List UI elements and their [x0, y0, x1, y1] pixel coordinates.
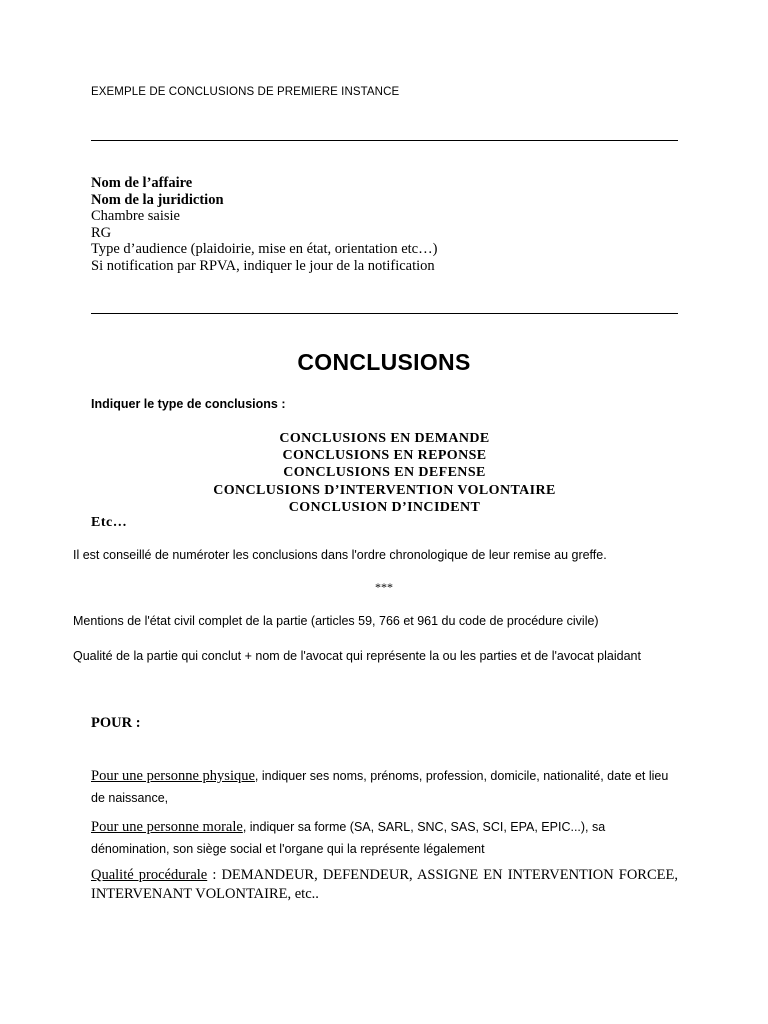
natural-person-lead: Pour une personne physique — [91, 768, 255, 784]
procedural-quality-lead: Qualité procédurale — [91, 867, 208, 883]
rg-number: RG — [91, 224, 112, 241]
hearing-type: Type d’audience (plaidoirie, mise en état, orientation etc…) — [91, 241, 438, 257]
conclusion-type-item: CONCLUSIONS EN REPONSE — [282, 448, 487, 464]
type-label: Indiquer le type de conclusions : — [91, 397, 286, 411]
case-info-block — [91, 175, 437, 274]
procedural-quality-paragraph — [91, 866, 678, 904]
top-divider — [91, 140, 678, 141]
conclusion-type-item: CONCLUSIONS D’INTERVENTION VOLONTAIRE — [213, 482, 556, 498]
legal-person-lead: Pour une personne morale — [91, 819, 243, 835]
conclusion-type-item: CONCLUSION D’INCIDENT — [288, 499, 481, 515]
document-header: EXEMPLE DE CONCLUSIONS DE PREMIERE INSTANCE — [91, 86, 400, 98]
conclusion-types-list — [91, 430, 678, 516]
case-name: Nom de l’affaire — [91, 175, 193, 191]
bottom-divider — [91, 313, 678, 314]
separator-stars: *** — [375, 580, 393, 594]
conclusion-type-item: CONCLUSIONS EN DEFENSE — [283, 465, 486, 481]
court-name: Nom de la juridiction — [91, 191, 224, 208]
pour-heading: POUR : — [91, 715, 141, 731]
chamber: Chambre saisie — [91, 208, 180, 224]
page-title: CONCLUSIONS — [297, 349, 471, 375]
mentions-text: Mentions de l'état civil complet de la partie (articles 59, 766 et 961 du code de procédure civile) — [73, 614, 599, 628]
legal-person-paragraph — [91, 816, 678, 860]
party-quality-text: Qualité de la partie qui conclut + nom de l'avocat qui représente la ou les parties et de l'avocat plaidant — [73, 649, 641, 663]
notification-note: Si notification par RPVA, indiquer le jour de la notification — [91, 257, 435, 274]
conclusion-type-item: CONCLUSIONS EN DEMANDE — [279, 431, 490, 446]
legal-person-text: , indiquer sa forme (SA, SARL, SNC, SAS, SCI, EPA, EPIC...), sa dénomination, son siège social et l'organe qui la représente légalement — [91, 820, 606, 856]
natural-person-text: , indiquer ses noms, prénoms, profession, domicile, nationalité, date et lieu de naissance, — [91, 769, 669, 805]
advice-text: Il est conseillé de numéroter les conclusions dans l'ordre chronologique de leur remise au greffe. — [73, 548, 607, 562]
etc-text: Etc… — [91, 515, 128, 530]
procedural-quality-text: : DEMANDEUR, DEFENDEUR, ASSIGNE EN INTERVENTION FORCEE, INTERVENANT VOLONTAIRE, etc.. — [91, 867, 678, 902]
natural-person-paragraph — [91, 765, 678, 809]
